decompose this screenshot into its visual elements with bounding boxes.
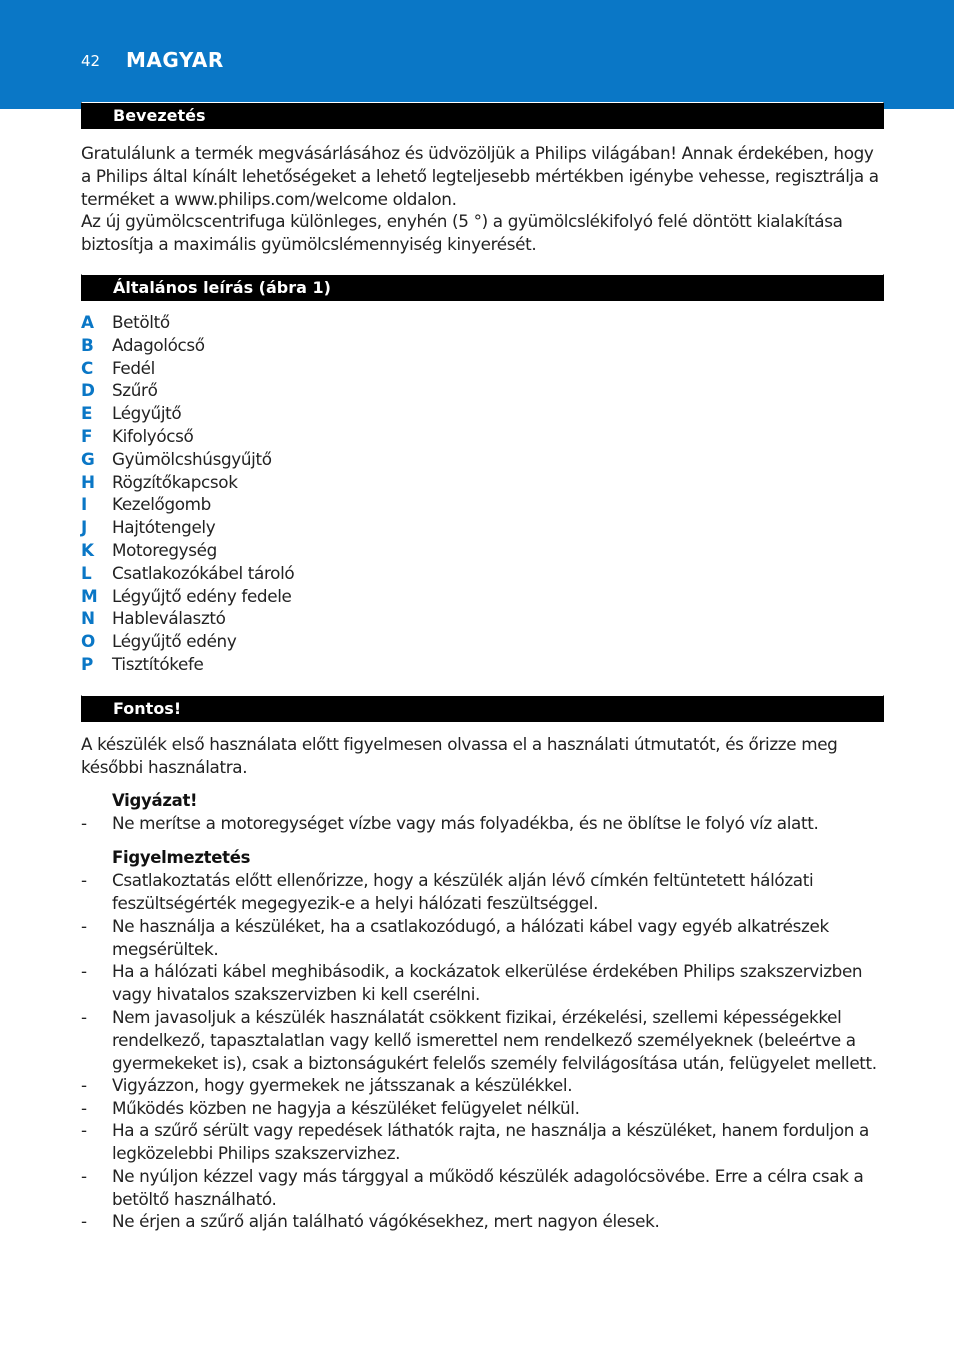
- list-item: [81, 448, 481, 471]
- list-item: [81, 311, 481, 334]
- part-name: Hableválasztó: [112, 608, 226, 629]
- list-item: [81, 1006, 887, 1074]
- section-bar-important: [81, 695, 884, 722]
- list-item: [81, 471, 481, 494]
- bullet-dash: -: [81, 1166, 87, 1186]
- list-item: [81, 357, 481, 380]
- list-item: [81, 1119, 887, 1165]
- page-number: 42: [81, 52, 101, 70]
- part-name: Csatlakozókábel tároló: [112, 562, 295, 583]
- part-name: Adagolócső: [112, 334, 205, 355]
- danger-heading: Vigyázat!: [112, 791, 198, 810]
- part-letter: E: [81, 403, 93, 424]
- bullet-dash: -: [81, 1007, 87, 1027]
- part-letter: M: [81, 585, 98, 606]
- list-item: [81, 915, 887, 961]
- part-name: Szűrő: [112, 380, 158, 401]
- section-bar-general: [81, 274, 884, 301]
- danger-item: Ne merítse a motoregységet vízbe vagy más folyadékba, és ne öblítse le folyó víz alatt.: [112, 813, 819, 833]
- part-letter: D: [81, 380, 95, 401]
- list-item: [81, 869, 887, 915]
- list-item: [81, 630, 481, 653]
- intro-paragraph-1: Gratulálunk a termék megvásárlásához és üdvözöljük a Philips világában! Annak érdekében, hogy a Philips által kínált lehetőségeket a lehető legteljesebb mértékben igénybe vehesse, regisztrálja a terméket a www.philips.com/welcome oldalon.: [81, 143, 879, 209]
- bullet-dash: -: [81, 1098, 87, 1118]
- intro-paragraph-2: Az új gyümölcscentrifuga különleges, enyhén (5 °) a gyümölcslékifolyó felé döntött kialakítása biztosítja a maximális gyümölcslémennyiség kinyerését.: [81, 211, 843, 255]
- warning-item: Vigyázzon, hogy gyermekek ne játsszanak a készülékkel.: [112, 1075, 573, 1095]
- warning-item: Nem javasoljuk a készülék használatát csökkent fizikai, érzékelési, szellemi képességekkel rendelkező, tapasztalatlan vagy kellő ismerettel nem rendelkező személyeknek (beleértve a gyermekeket is), csak a biztonságukért felelős személy felvilágosítása után, felügyelet mellett.: [112, 1007, 877, 1073]
- part-letter: N: [81, 608, 95, 629]
- part-letter: H: [81, 471, 95, 492]
- part-letter: B: [81, 334, 94, 355]
- bullet-dash: -: [81, 813, 87, 833]
- section-title-important: Fontos!: [113, 699, 182, 718]
- bullet-dash: -: [81, 916, 87, 936]
- part-name: Légyűjtő edény: [112, 631, 237, 652]
- list-item: [81, 1097, 887, 1120]
- bullet-dash: -: [81, 1120, 87, 1140]
- warning-item: Ha a szűrő sérült vagy repedések láthatók rajta, ne használja a készüléket, hanem forduljon a legközelebbi Philips szakszervizhez.: [112, 1120, 869, 1163]
- part-name: Gyümölcshúsgyűjtő: [112, 448, 272, 469]
- section-title-intro: Bevezetés: [113, 106, 206, 125]
- list-item: [81, 539, 481, 562]
- warning-item: Ne nyúljon kézzel vagy más tárggyal a működő készülék adagolócsövébe. Erre a célra csak a betöltő használható.: [112, 1166, 864, 1209]
- part-name: Motoregység: [112, 539, 217, 560]
- list-item: [81, 1210, 887, 1233]
- bullet-dash: -: [81, 870, 87, 890]
- part-letter: F: [81, 425, 93, 446]
- list-item: [81, 516, 481, 539]
- list-item: [81, 607, 481, 630]
- list-item: [81, 585, 481, 608]
- part-letter: J: [81, 517, 87, 538]
- warning-item: Ha a hálózati kábel meghibásodik, a kockázatok elkerülése érdekében Philips szakszervizben vagy hivatalos szakszervizben ki kell cserélni.: [112, 961, 863, 1004]
- part-name: Rögzítőkapcsok: [112, 471, 238, 492]
- bullet-dash: -: [81, 961, 87, 981]
- list-item: [81, 425, 481, 448]
- part-letter: L: [81, 562, 92, 583]
- warning-item: Csatlakoztatás előtt ellenőrizze, hogy a készülék alján lévő címkén feltüntetett hálózati feszültségérték megegyezik-e a helyi hálózati feszültséggel.: [112, 870, 814, 913]
- language-title: MAGYAR: [126, 48, 224, 72]
- intro-text: [81, 142, 887, 256]
- warning-item: Ne használja a készüléket, ha a csatlakozódugó, a hálózati kábel vagy egyéb alkatrészek megsérültek.: [112, 916, 829, 959]
- list-item: [81, 653, 481, 676]
- part-letter: O: [81, 631, 95, 652]
- list-item: [81, 402, 481, 425]
- list-item: [81, 1165, 887, 1211]
- part-letter: C: [81, 357, 93, 378]
- warning-heading: Figyelmeztetés: [112, 848, 251, 867]
- parts-list: [81, 311, 481, 676]
- important-intro-text: A készülék első használata előtt figyelmesen olvassa el a használati útmutatót, és őrizze meg későbbi használatra.: [81, 734, 838, 777]
- list-item: [81, 379, 481, 402]
- list-item: [81, 493, 481, 516]
- part-letter: A: [81, 312, 94, 332]
- section-title-general: Általános leírás (ábra 1): [113, 278, 331, 297]
- part-name: Légyűjtő edény fedele: [112, 585, 292, 606]
- part-name: Légyűjtő: [112, 403, 182, 424]
- warning-item: Ne érjen a szűrő alján található vágókésekhez, mert nagyon élesek.: [112, 1211, 660, 1231]
- part-letter: P: [81, 653, 93, 674]
- list-item: [81, 960, 887, 1006]
- bullet-dash: -: [81, 1211, 87, 1231]
- part-name: Tisztítókefe: [112, 653, 204, 674]
- part-name: Betöltő: [112, 312, 170, 332]
- section-bar-intro: [81, 102, 884, 129]
- bullet-dash: -: [81, 1075, 87, 1095]
- part-name: Hajtótengely: [112, 517, 216, 538]
- part-letter: G: [81, 448, 95, 469]
- list-item: [81, 562, 481, 585]
- part-letter: K: [81, 539, 94, 560]
- important-intro: [81, 733, 887, 779]
- list-item: [81, 334, 481, 357]
- part-letter: I: [81, 494, 87, 515]
- part-name: Kezelőgomb: [112, 494, 211, 515]
- list-item: [81, 1074, 887, 1097]
- header-band: [0, 0, 954, 109]
- part-name: Kifolyócső: [112, 425, 194, 446]
- part-name: Fedél: [112, 357, 155, 378]
- warning-item: Működés közben ne hagyja a készüléket felügyelet nélkül.: [112, 1098, 580, 1118]
- list-item: [81, 812, 887, 835]
